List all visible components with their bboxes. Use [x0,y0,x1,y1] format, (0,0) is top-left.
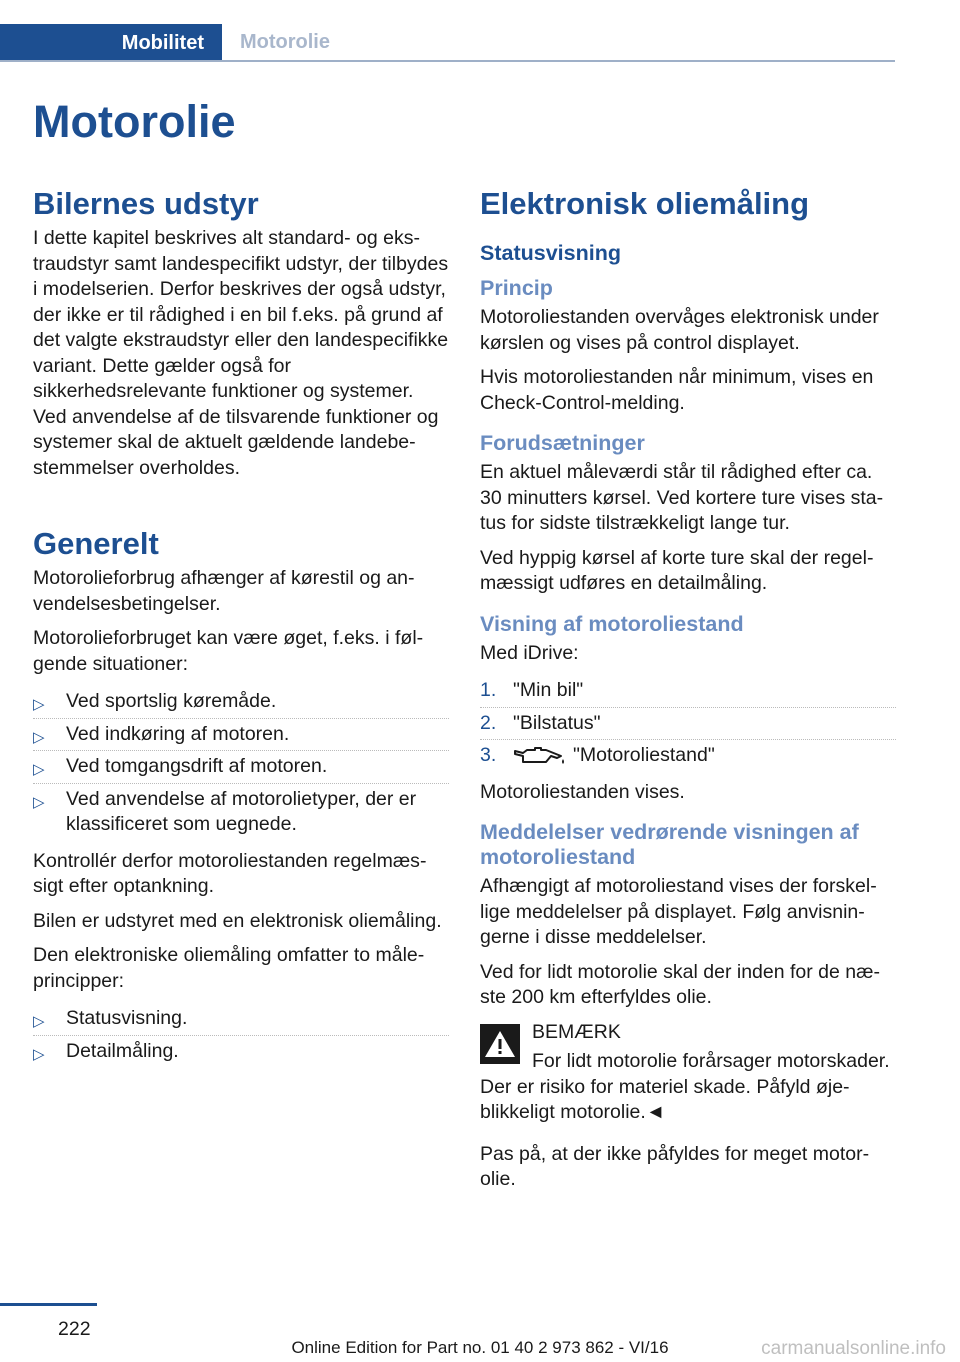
list-item: ▷ Ved anvendelse af motorolietyper, der er klassificeret som uegnede. [33,787,417,835]
list-item: ▷ Detailmåling. [33,1036,449,1068]
list-item: ▷ Ved indkøring af motoren. [33,719,449,752]
left-column [33,186,449,1075]
warning-box [480,1020,896,1126]
section-heading-elektronisk-oliemaaling: Elektronisk oliemåling [480,186,810,221]
list-item: ▷ Ved sportslig køremåde. [33,686,449,719]
paragraph: Hvis motoroliestanden når minimum, vises en Check-Control-melding. [480,366,874,414]
page-title: Motorolie [33,96,236,147]
list-item: 3. "Motoroliestand" [480,744,715,766]
paragraph: Motoroliestanden overvåges elektronisk under kørslen og vises på control displayet. [480,306,879,354]
paragraph: Ved hyppig kørsel af korte ture skal der regelmæssigt udføres en detailmåling. [480,546,874,594]
warning-title: BEMÆRK [532,1020,621,1043]
triangle-bullet-icon: ▷ [33,1013,45,1030]
subheading-visning: Visning af motoroliestand [480,611,744,636]
list-item: ▷ Ved tomgangsdrift af motoren. [33,751,449,784]
paragraph: Med iDrive: [480,641,579,664]
tab-motorolie[interactable]: Motorolie [240,30,330,53]
subheading-meddelelser: Meddelelser vedrørende visningen af motoroliestand [480,820,859,869]
subheading-princip: Princip [480,276,553,300]
footer-divider [0,1303,97,1306]
triangle-bullet-icon: ▷ [33,1045,45,1063]
paragraph: Kontrollér derfor motoroliestanden regelmæssigt efter optankning. [33,849,427,897]
watermark: carmanualsonline.info [761,1338,946,1359]
oil-can-icon [513,745,567,767]
paragraph: Motoroliestanden vises. [480,780,685,803]
warning-triangle-icon [480,1024,520,1064]
warning-body: For lidt motorolie forårsager motorskader. Der er risiko for materiel skade. Påfyld øjeblikkeligt motorolie.◄ [480,1050,890,1123]
subheading-statusvisning: Statusvisning [480,241,621,265]
triangle-bullet-icon: ▷ [33,696,45,713]
triangle-bullet-icon: ▷ [33,728,45,746]
list-item: 2. "Bilstatus" [480,708,896,741]
paragraph: Motorolieforbruget kan være øget, f.eks. i følgende situationer: [33,627,424,675]
subheading-forudsaetninger: Forudsætninger [480,431,645,455]
paragraph: Ved for lidt motorolie skal der inden for de næste 200 km efterfyldes olie. [480,960,880,1008]
numbered-steps [480,675,896,772]
edition-note: Online Edition for Part no. 01 40 2 973 862 - VI/16 [291,1338,669,1357]
bullet-list-principles [33,1003,449,1067]
paragraph: I dette kapitel beskrives alt standard- og ekstraudstyr samt landespecifikt udstyr, der tilbydes i modelserien. Derfor beskrives der også udstyr, der ikke er til rådighed i en bil f.eks. på grund af det valgte ekstraudstyr eller den landespecifikke variant. Dette gælder også for sikkerhedsrelevante funktioner og systemer. Ved anvendelse af de tilsvarende funktioner og systemer skal de aktuelt gældende landebestemmelser overholdes. [33,227,449,479]
triangle-bullet-icon: ▷ [33,761,45,778]
header-divider [0,60,895,62]
section-heading-bilernes-udstyr: Bilernes udstyr [33,186,259,221]
paragraph: En aktuel måleværdi står til rådighed efter ca. 30 minutters kørsel. Ved kortere ture vises status for sidste tilstrækkeligt lange tur. [480,461,884,534]
tab-mobilitet[interactable]: Mobilitet [0,24,222,62]
triangle-bullet-icon: ▷ [33,793,45,811]
page-number: 222 [58,1318,91,1340]
header-tabbar [0,24,895,62]
list-item: 1. "Min bil" [480,675,896,708]
paragraph: Den elektroniske oliemåling omfatter to måleprincipper: [33,944,425,992]
bullet-list-situations [33,686,449,841]
paragraph: Bilen er udstyret med en elektronisk oliemåling. [33,909,442,932]
paragraph: Motorolieforbrug afhænger af kørestil og anvendelsesbetingelser. [33,567,415,615]
paragraph: Pas på, at der ikke påfyldes for meget motorolie. [480,1142,870,1190]
section-heading-generelt: Generelt [33,526,159,561]
right-column [480,186,896,1202]
paragraph: Afhængigt af motoroliestand vises der forskellige meddelelser på displayet. Følg anvisningerne i disse meddelelser. [480,875,877,948]
list-item: ▷ Statusvisning. [33,1003,449,1036]
